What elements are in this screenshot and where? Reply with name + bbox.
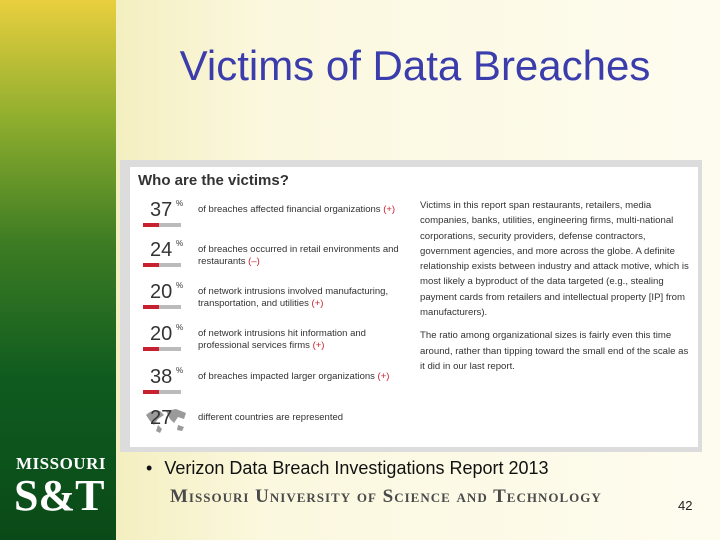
stat-text [198, 286, 408, 310]
description-paragraph: The ratio among organizational sizes is fairly even this time around, rather than tipping toward the small end of the scale as it did in our last report. [420, 330, 689, 372]
stat-trend: (+) [383, 204, 396, 215]
logo-st-text: S&T [14, 471, 105, 520]
stat-percent: % [176, 366, 184, 375]
stat-text [198, 412, 408, 424]
stat-description: of breaches affected financial organizations [198, 204, 381, 215]
stat-value: 37 [150, 199, 173, 221]
stat-bar-accent [143, 263, 159, 267]
stat-value: 20 [150, 281, 173, 303]
figure-heading: Who are the victims? [138, 172, 289, 189]
footer-university-name: Missouri University of Science and Technology [170, 486, 602, 507]
stat-trend: (+) [377, 371, 390, 382]
stat-percent: % [176, 239, 184, 248]
stat-value: 27 [150, 407, 173, 429]
stat-text [198, 328, 408, 352]
stat-text [198, 371, 408, 383]
stat-text [198, 204, 408, 216]
stat-value: 24 [150, 239, 173, 261]
stat-bar-accent [143, 347, 159, 351]
stat-text [198, 244, 408, 268]
stat-description: of breaches impacted larger organizations [198, 371, 375, 382]
stat-percent: % [176, 199, 184, 208]
stat-bar-accent [143, 223, 159, 227]
stat-bar-accent [143, 390, 159, 394]
stat-trend: (–) [248, 256, 260, 267]
stat-percent: % [176, 281, 184, 290]
bullet-dot: • [146, 458, 153, 478]
stat-trend: (+) [312, 340, 325, 351]
stat-percent: % [176, 323, 184, 332]
stat-description: different countries are represented [198, 412, 344, 423]
logo-missouri-text: MISSOURI [16, 454, 106, 473]
slide-title: Victims of Data Breaches [179, 42, 651, 89]
stat-trend: (+) [311, 298, 324, 309]
stat-value: 20 [150, 323, 173, 345]
bullet-item [146, 458, 549, 479]
bullet-text: Verizon Data Breach Investigations Report 2013 [164, 458, 549, 478]
page-number: 42 [678, 498, 693, 513]
stat-description: of network intrusions hit information and professional services firms [198, 328, 366, 351]
stat-bar-accent [143, 305, 159, 309]
stat-description: of network intrusions involved manufacturing, transportation, and utilities [198, 286, 389, 309]
description-paragraph: Victims in this report span restaurants, retailers, media companies, banks, utilities, engineering firms, multi-national corporations, security providers, defense contractors, government agencies, and more across the globe. A definite relationship exists between industry and attack motive, which is most likely a byproduct of the data targeted (e.g., stealing payment cards from retailers and intellectual property [IP] from manufacturers). [420, 200, 689, 319]
stat-description: of breaches occurred in retail environments and restaurants [198, 244, 399, 267]
stat-value: 38 [150, 366, 173, 388]
figure-description [420, 198, 692, 382]
